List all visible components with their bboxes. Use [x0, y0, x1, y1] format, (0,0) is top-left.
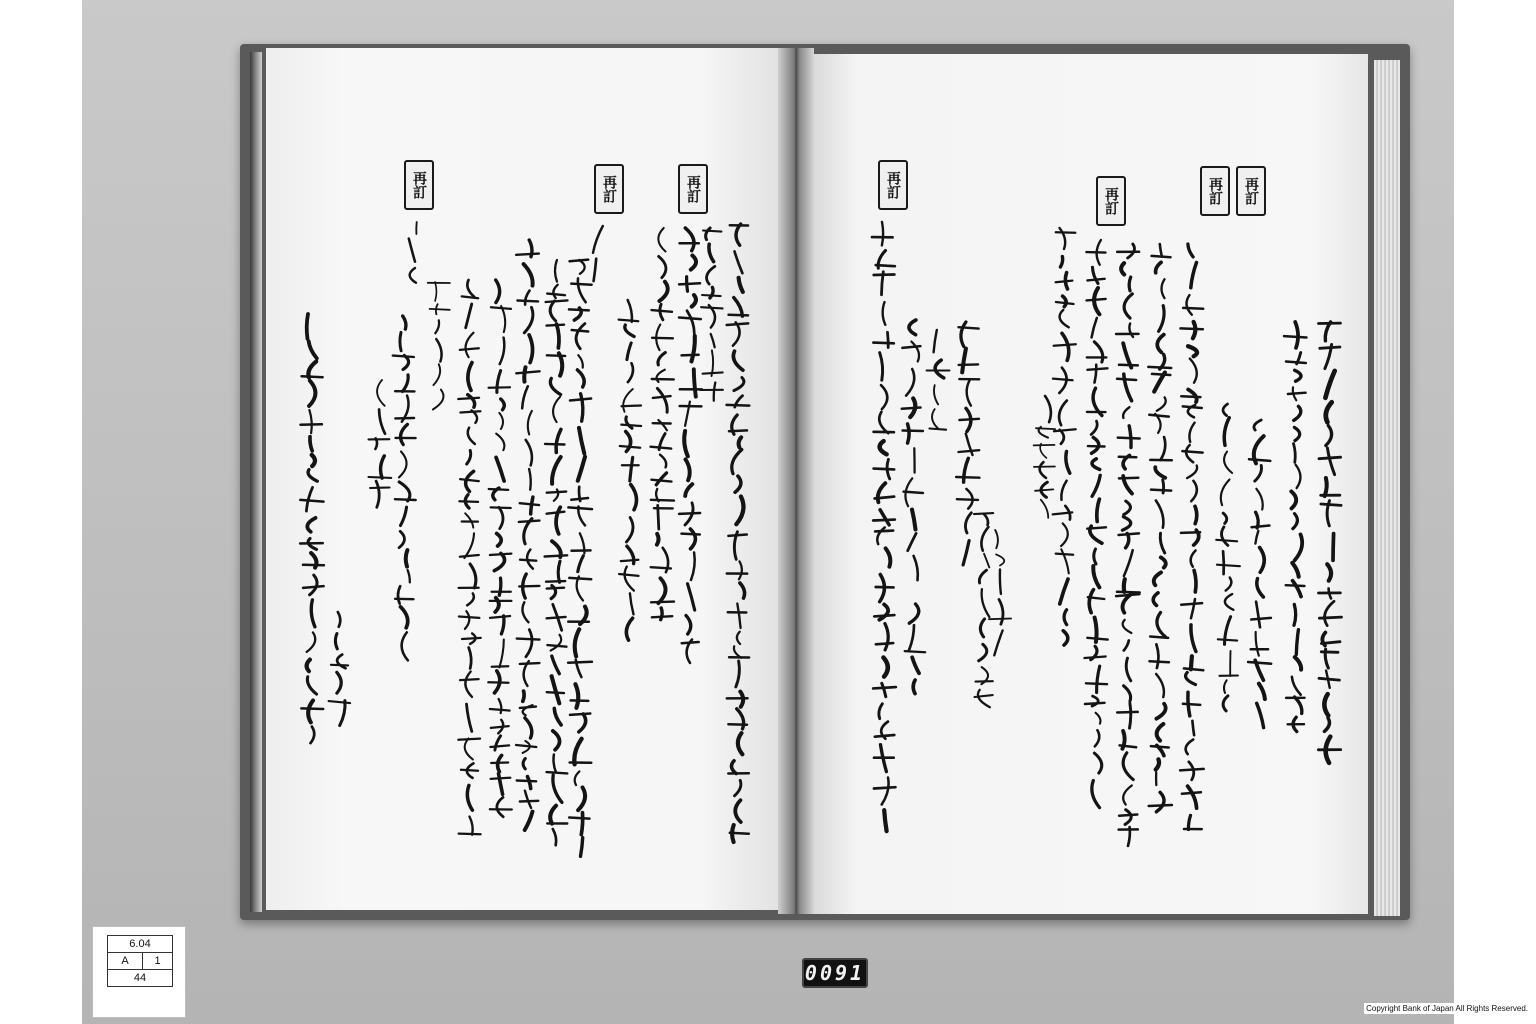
label-class-number: 6.04: [108, 936, 173, 953]
frame-number: 0091: [802, 958, 868, 988]
label-table: [107, 935, 173, 987]
copyright-notice: Copyright Bank of Japan All Rights Reserved.: [1366, 1004, 1528, 1013]
revision-stamp: 再訂: [404, 160, 434, 210]
label-volume: 1: [143, 953, 173, 970]
revision-stamp: 再訂: [1096, 176, 1126, 226]
revision-stamp: 再訂: [878, 160, 908, 210]
book-gutter: [778, 48, 814, 914]
revision-stamp: 再訂: [594, 164, 624, 214]
page-stack-edge: [1374, 60, 1400, 916]
revision-stamp: 再訂: [678, 164, 708, 214]
revision-stamp: 再訂: [1200, 166, 1230, 216]
label-series: A: [108, 953, 143, 970]
archive-label-card: [92, 926, 186, 1018]
book-spine-edge: [250, 52, 262, 912]
label-item-number: 44: [108, 970, 173, 987]
revision-stamp: 再訂: [1236, 166, 1266, 216]
